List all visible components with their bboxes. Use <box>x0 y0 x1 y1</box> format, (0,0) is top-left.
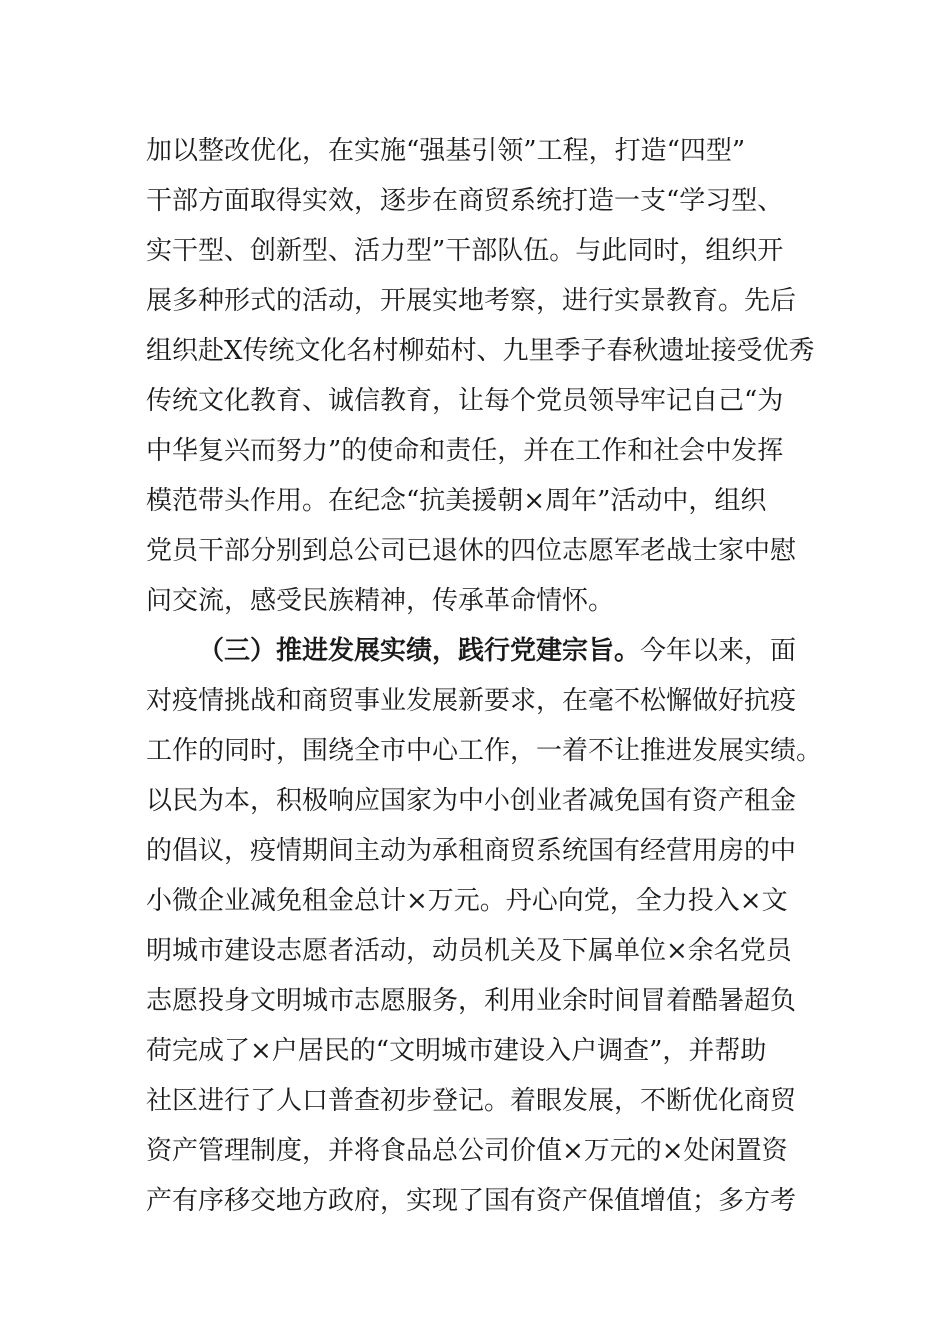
paragraph-line: 干部方面取得实效，逐步在商贸系统打造一支“学习型、 <box>146 186 784 216</box>
paragraph-line: 以民为本，积极响应国家为中小创业者减免国有资产租金 <box>146 786 797 816</box>
paragraph-line: 志愿投身文明城市志愿服务，利用业余时间冒着酷暑超负 <box>146 986 797 1016</box>
paragraph-line: 党员干部分别到总公司已退休的四位志愿军老战士家中慰 <box>146 536 797 566</box>
body-text <box>146 126 826 1226</box>
paragraph-line: 小微企业减免租金总计×万元。丹心向党，全力投入×文 <box>146 886 788 916</box>
section-heading: （三）推进发展实绩，践行党建宗旨。 <box>198 636 641 666</box>
paragraph-line: 中华复兴而努力”的使命和责任，并在工作和社会中发挥 <box>146 436 784 466</box>
paragraph-line: 产有序移交地方政府，实现了国有资产保值增值；多方考 <box>146 1186 797 1216</box>
section-heading-continuation: 今年以来，面 <box>640 636 797 666</box>
paragraph-line: 荷完成了×户居民的“文明城市建设入户调查”，并帮助 <box>146 1036 767 1066</box>
section-heading-line <box>146 626 826 676</box>
paragraph-line: 明城市建设志愿者活动，动员机关及下属单位×余名党员 <box>146 936 792 966</box>
paragraph-line: 资产管理制度，并将食品总公司价值×万元的×处闲置资 <box>146 1136 788 1166</box>
paragraph-line: 组织赴X传统文化名村柳茹村、九里季子春秋遗址接受优秀 <box>146 336 815 366</box>
paragraph-line: 实干型、创新型、活力型”干部队伍。与此同时，组织开 <box>146 236 784 266</box>
paragraph-line: 问交流，感受民族精神，传承革命情怀。 <box>146 586 615 616</box>
paragraph-line: 展多种形式的活动，开展实地考察，进行实景教育。先后 <box>146 286 797 316</box>
paragraph-line: 传统文化教育、诚信教育，让每个党员领导牢记自己“为 <box>146 386 784 416</box>
paragraph-line: 的倡议，疫情期间主动为承租商贸系统国有经营用房的中 <box>146 836 797 866</box>
paragraph-line: 工作的同时，围绕全市中心工作，一着不让推进发展实绩。 <box>146 736 823 766</box>
paragraph-line: 模范带头作用。在纪念“抗美援朝×周年”活动中，组织 <box>146 486 767 516</box>
paragraph-line: 社区进行了人口普查初步登记。着眼发展，不断优化商贸 <box>146 1086 797 1116</box>
paragraph-line: 加以整改优化，在实施“强基引领”工程，打造“四型” <box>146 136 746 166</box>
paragraph-line: 对疫情挑战和商贸事业发展新要求，在毫不松懈做好抗疫 <box>146 686 797 716</box>
